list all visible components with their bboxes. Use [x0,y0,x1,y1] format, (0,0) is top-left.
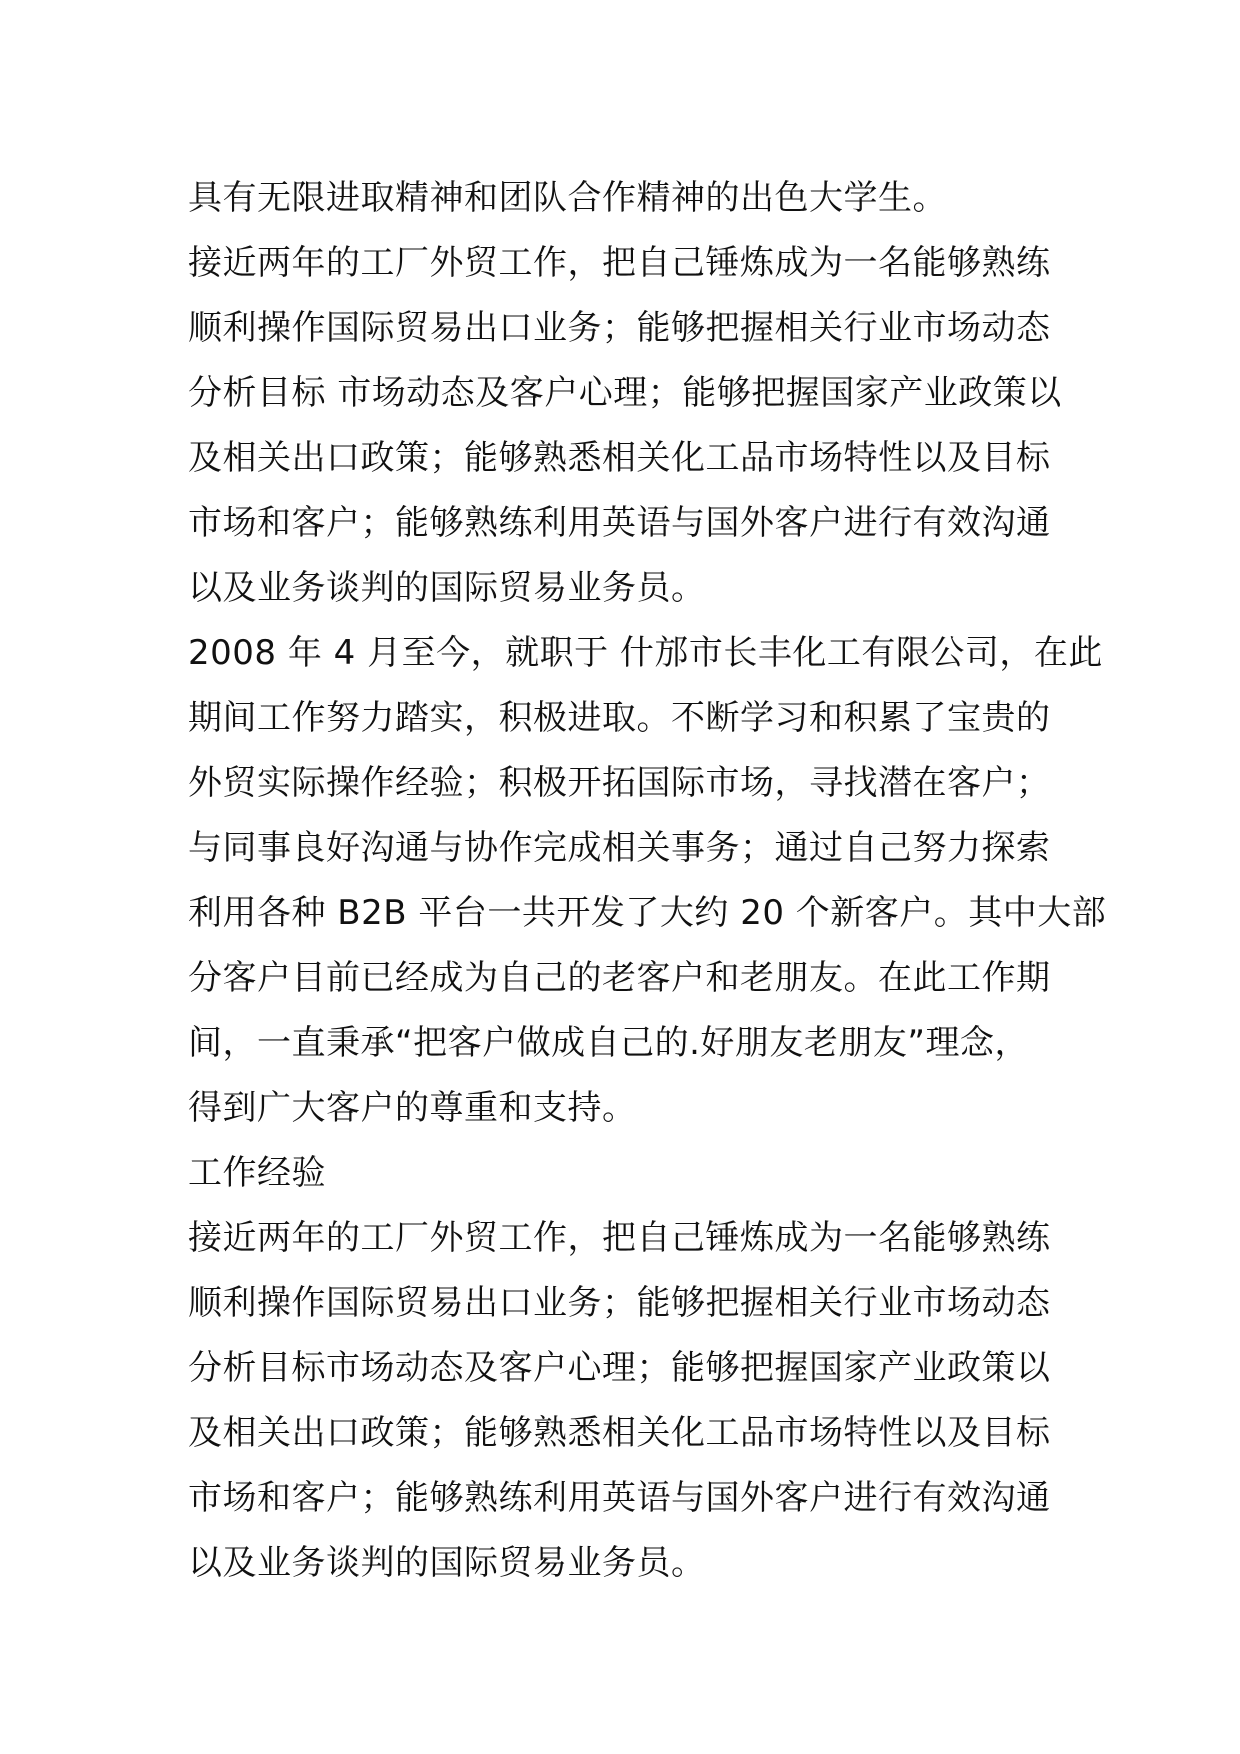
text-line: 分客户目前已经成为自己的老客户和老朋友。在此工作期 [188,958,1051,998]
text-line: 分析目标 市场动态及客户心理；能够把握国家产业政策以 [188,373,1062,413]
text-line: 2008 年 4 月至今，就职于 什邡市长丰化工有限公司，在此 [188,633,1103,673]
text-line: 市场和客户；能够熟练利用英语与国外客户进行有效沟通 [188,1478,1051,1518]
text-line: 市场和客户；能够熟练利用英语与国外客户进行有效沟通 [188,503,1051,543]
text-line: 与同事良好沟通与协作完成相关事务；通过自己努力探索 [188,828,1051,868]
text-line: 顺利操作国际贸易出口业务；能够把握相关行业市场动态 [188,308,1051,348]
text-line: 接近两年的工厂外贸工作，把自己锤炼成为一名能够熟练 [188,1218,1051,1258]
text-line: 以及业务谈判的国际贸易业务员。 [188,1543,706,1583]
document-body [188,166,1107,1596]
text-line: 具有无限进取精神和团队合作精神的出色大学生。 [188,178,947,218]
text-line: 外贸实际操作经验；积极开拓国际市场，寻找潜在客户； [188,763,1051,803]
text-line: 间，一直秉承“把客户做成自己的.好朋友老朋友”理念， [188,1023,1030,1063]
text-line: 顺利操作国际贸易出口业务；能够把握相关行业市场动态 [188,1283,1051,1323]
text-line: 及相关出口政策；能够熟悉相关化工品市场特性以及目标 [188,438,1051,478]
text-line: 以及业务谈判的国际贸易业务员。 [188,568,706,608]
text-line: 得到广大客户的尊重和支持。 [188,1088,637,1128]
section-heading: 工作经验 [188,1153,326,1193]
text-line: 期间工作努力踏实，积极进取。不断学习和积累了宝贵的 [188,698,1051,738]
text-line: 接近两年的工厂外贸工作，把自己锤炼成为一名能够熟练 [188,243,1051,283]
text-line: 利用各种 B2B 平台一共开发了大约 20 个新客户。其中大部 [188,893,1107,933]
text-line: 分析目标市场动态及客户心理；能够把握国家产业政策以 [188,1348,1051,1388]
text-line: 及相关出口政策；能够熟悉相关化工品市场特性以及目标 [188,1413,1051,1453]
